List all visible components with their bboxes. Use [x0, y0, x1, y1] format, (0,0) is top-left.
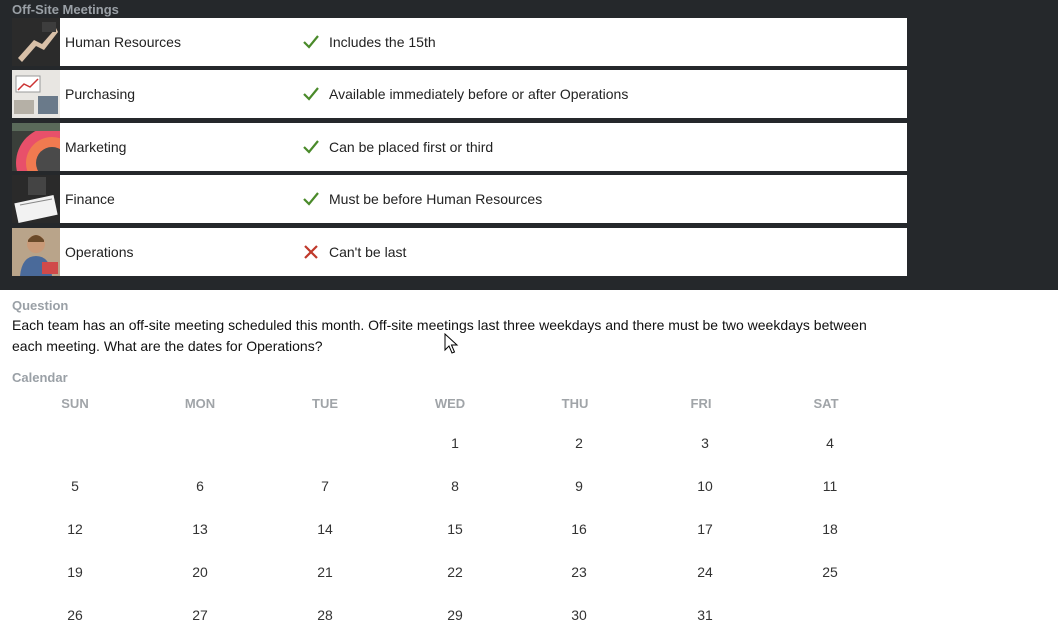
calendar-day-7[interactable]: 7: [321, 478, 329, 494]
calendar-day-28[interactable]: 28: [317, 607, 333, 623]
calendar-day-1[interactable]: 1: [451, 435, 459, 451]
calendar-day-22[interactable]: 22: [447, 564, 463, 580]
calendar-day-3[interactable]: 3: [701, 435, 709, 451]
condition-text: Can't be last: [329, 244, 407, 260]
calendar-day-11[interactable]: 11: [822, 478, 838, 494]
calendar-day-9[interactable]: 9: [575, 478, 583, 494]
calendar-title: Calendar: [12, 370, 68, 385]
day-of-week-sun: SUN: [61, 396, 89, 411]
purchasing-thumbnail: [12, 70, 60, 118]
day-of-week-tue: TUE: [312, 396, 338, 411]
check-icon: [302, 33, 320, 51]
check-icon: [302, 85, 320, 103]
calendar-day-31[interactable]: 31: [697, 607, 713, 623]
finance-thumbnail: [12, 175, 60, 223]
human-resources-thumbnail: [12, 18, 60, 66]
condition-text: Must be before Human Resources: [329, 191, 543, 207]
calendar-day-5[interactable]: 5: [71, 478, 79, 494]
meeting-row-purchasing[interactable]: [12, 70, 907, 118]
calendar-day-13[interactable]: 13: [192, 521, 208, 537]
calendar-day-24[interactable]: 24: [697, 564, 713, 580]
calendar-day-14[interactable]: 14: [317, 521, 333, 537]
check-icon: [302, 138, 320, 156]
calendar-day-30[interactable]: 30: [571, 607, 587, 623]
cross-icon: [302, 243, 320, 261]
team-name: Purchasing: [65, 86, 136, 102]
marketing-thumbnail: [12, 123, 60, 171]
question-text: Each team has an off-site meeting scheduled this month. Off-site meetings last three weekdays and there must be two weekdays between each meeting. What are the dates for Operations?: [12, 317, 867, 354]
calendar-day-17[interactable]: 17: [697, 521, 713, 537]
calendar-day-4[interactable]: 4: [826, 435, 834, 451]
day-of-week-fri: FRI: [690, 396, 712, 411]
day-of-week-wed: WED: [434, 396, 466, 411]
day-of-week-thu: THU: [561, 396, 589, 411]
calendar-day-25[interactable]: 25: [822, 564, 838, 580]
operations-thumbnail: [12, 228, 60, 276]
calendar-day-16[interactable]: 16: [571, 521, 587, 537]
calendar-day-2[interactable]: 2: [575, 435, 583, 451]
calendar-day-10[interactable]: 10: [697, 478, 713, 494]
calendar-day-18[interactable]: 18: [822, 521, 838, 537]
calendar-day-21[interactable]: 21: [317, 564, 333, 580]
calendar-day-27[interactable]: 27: [192, 607, 208, 623]
calendar-day-26[interactable]: 26: [67, 607, 83, 623]
condition-text: Available immediately before or after Operations: [329, 86, 629, 102]
calendar-day-19[interactable]: 19: [67, 564, 83, 580]
calendar-day-15[interactable]: 15: [447, 521, 463, 537]
meeting-row-marketing[interactable]: [12, 123, 907, 171]
check-icon: [302, 190, 320, 208]
meeting-row-finance[interactable]: [12, 175, 907, 223]
meeting-row-human-resources[interactable]: [12, 18, 907, 66]
team-name: Human Resources: [65, 34, 181, 50]
question-title: Question: [12, 298, 69, 313]
calendar-day-6[interactable]: 6: [196, 478, 204, 494]
team-name: Operations: [65, 244, 134, 260]
day-of-week-mon: MON: [184, 396, 216, 411]
calendar-day-8[interactable]: 8: [451, 478, 459, 494]
calendar-day-20[interactable]: 20: [192, 564, 208, 580]
condition-text: Can be placed first or third: [329, 139, 494, 155]
calendar-day-29[interactable]: 29: [447, 607, 463, 623]
calendar-day-12[interactable]: 12: [67, 521, 83, 537]
meeting-row-operations[interactable]: [12, 228, 907, 276]
team-name: Finance: [65, 191, 115, 207]
team-name: Marketing: [65, 139, 127, 155]
calendar-day-23[interactable]: 23: [571, 564, 587, 580]
condition-text: Includes the 15th: [329, 34, 436, 50]
off-site-meetings-title: Off-Site Meetings: [12, 2, 119, 17]
off-site-meetings-panel: [0, 0, 1058, 290]
day-of-week-sat: SAT: [813, 396, 839, 411]
mouse-cursor-icon: [444, 333, 460, 355]
